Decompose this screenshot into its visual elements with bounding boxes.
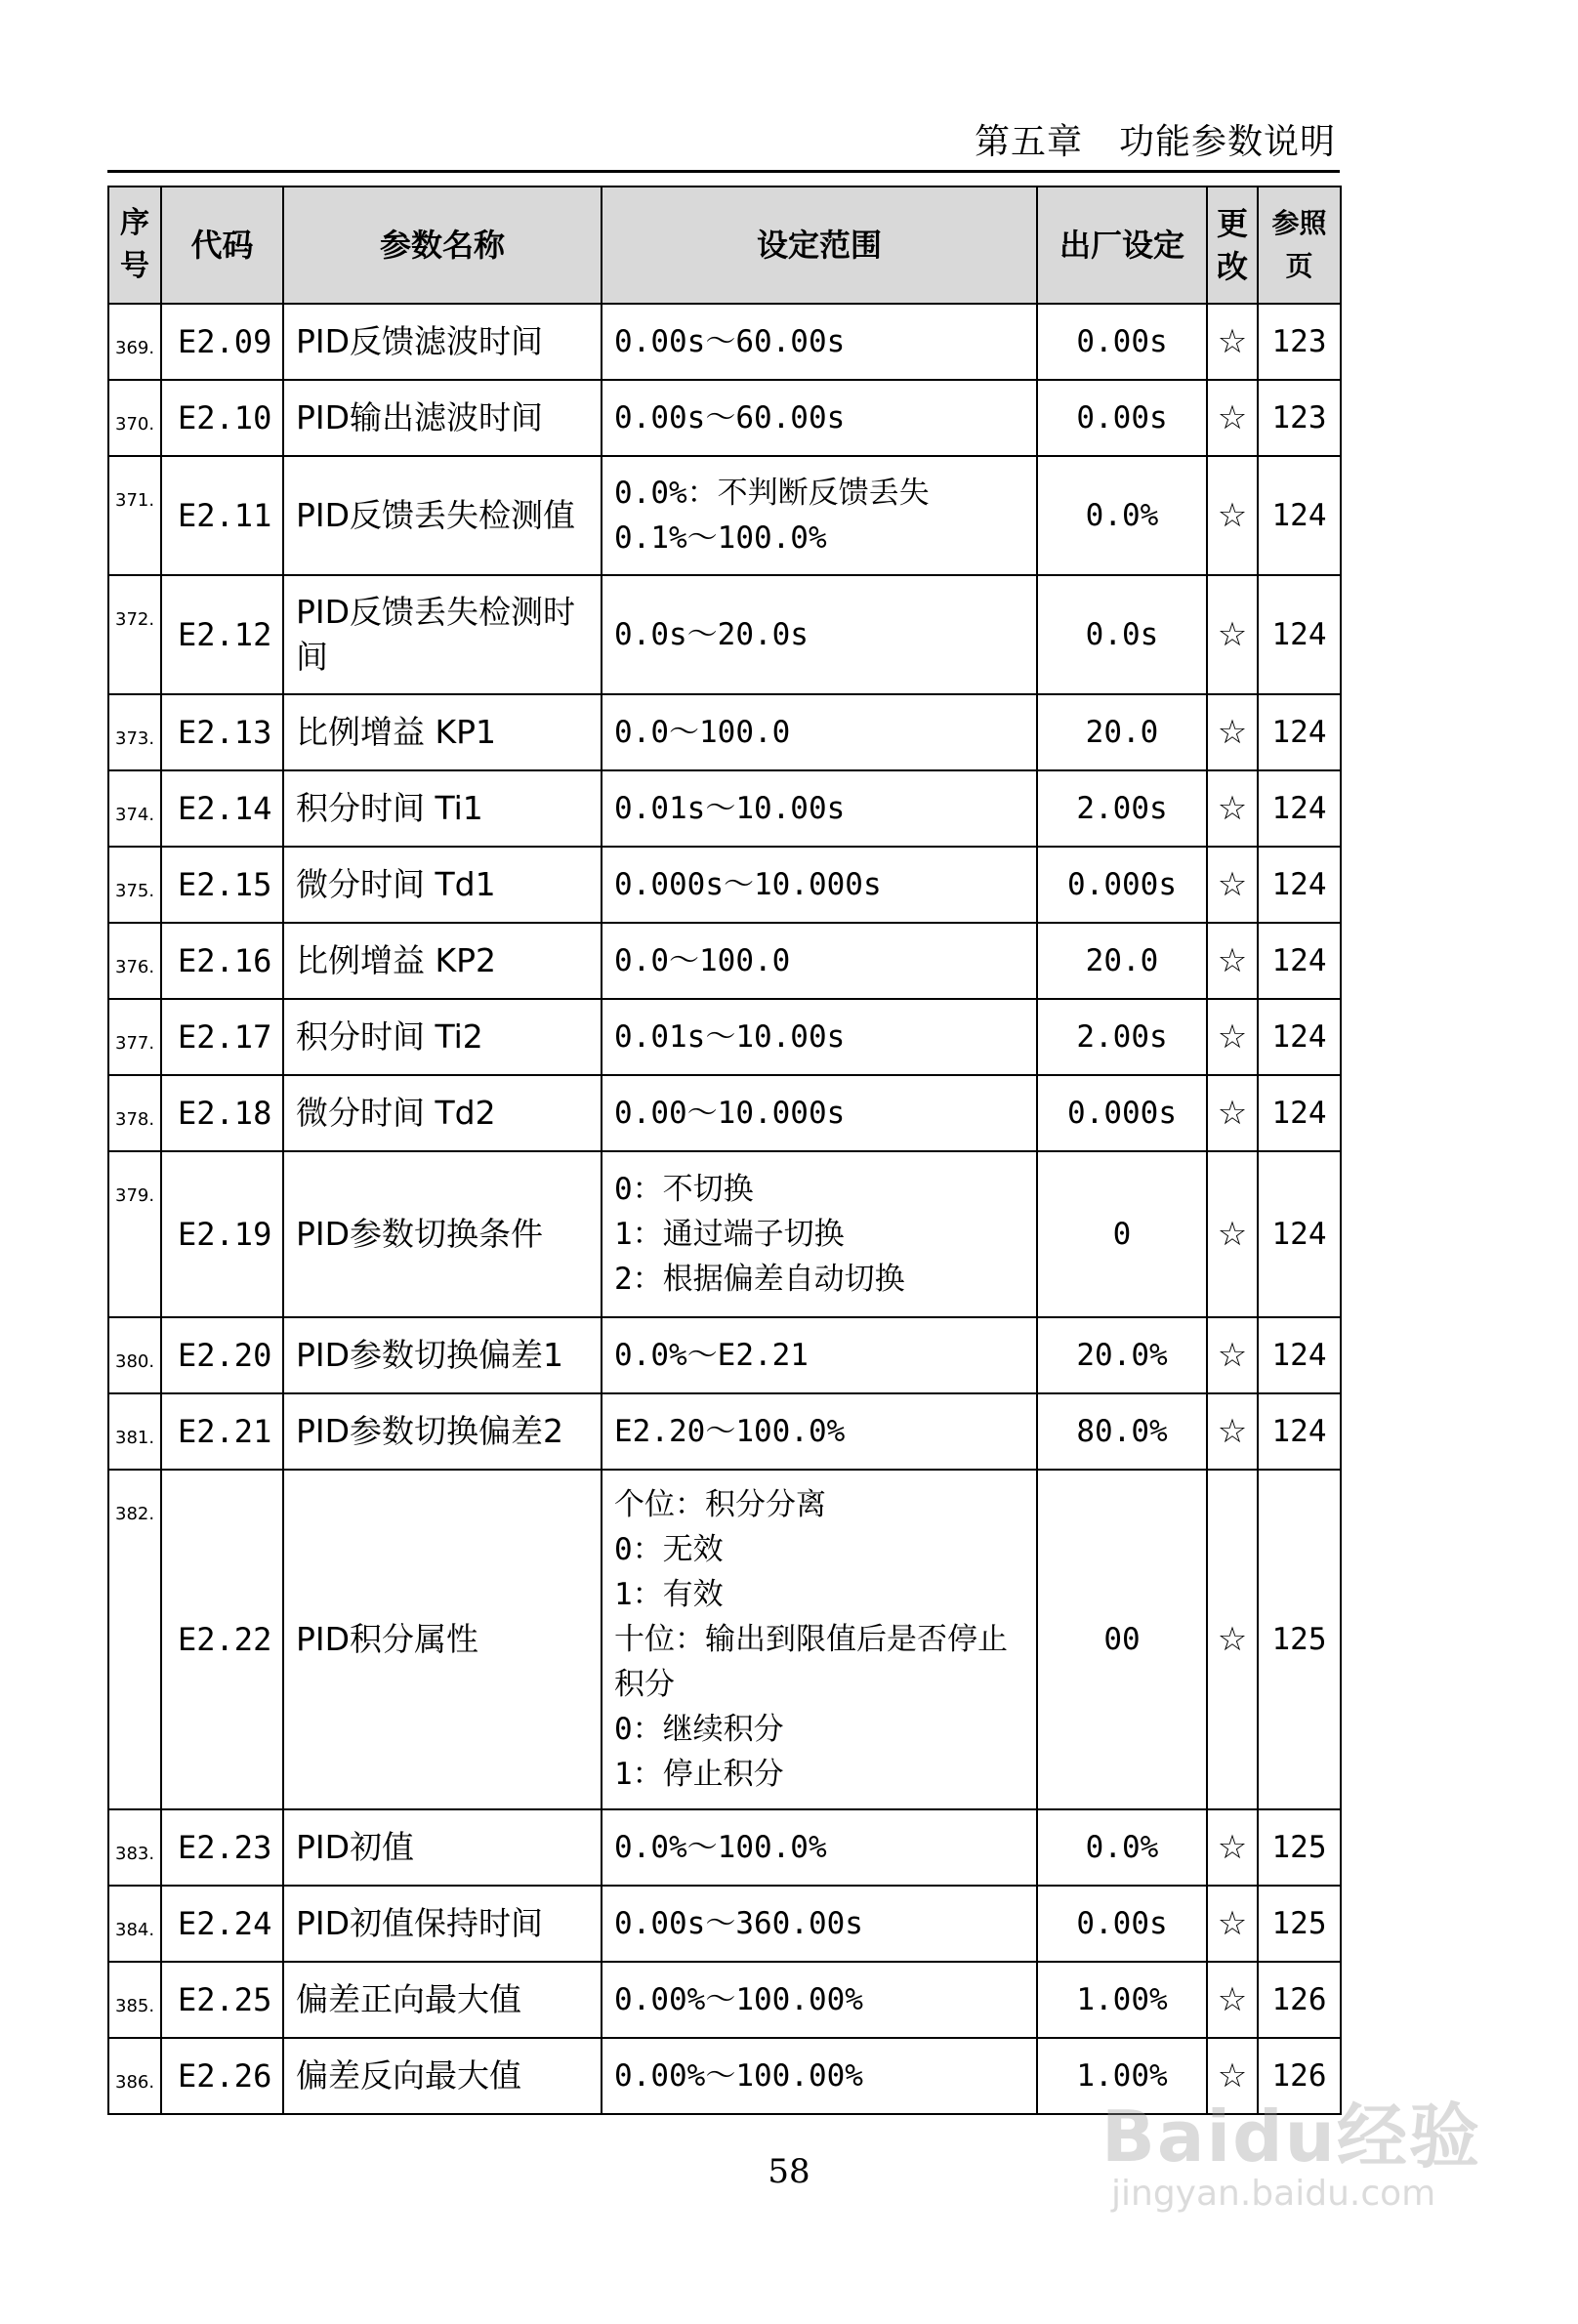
row-range [602,694,1037,770]
row-code: E2.13 [161,694,283,770]
table-row [108,575,1341,694]
row-change-star-icon: ☆ [1207,304,1258,380]
table-row [108,304,1341,380]
row-change-star-icon: ☆ [1207,847,1258,923]
row-default: 00 [1037,1470,1207,1809]
header-default: 出厂设定 [1037,187,1207,304]
row-change-star-icon: ☆ [1207,1317,1258,1393]
row-default: 80.0% [1037,1393,1207,1470]
row-name: 积分时间 Ti1 [283,770,602,847]
row-name: 比例增益 KP1 [283,694,602,770]
row-range [602,1151,1037,1317]
row-name: PID输出滤波时间 [283,380,602,456]
row-range [602,1809,1037,1886]
range-line: 0.01s～10.00s [614,791,846,826]
row-name: 积分时间 Ti2 [283,999,602,1075]
row-number: 374. [108,770,161,847]
row-range [602,304,1037,380]
row-change-star-icon: ☆ [1207,1886,1258,1962]
row-default: 20.0 [1037,694,1207,770]
row-reference-page: 125 [1258,1470,1341,1809]
table-row [108,1151,1341,1317]
row-default: 2.00s [1037,770,1207,847]
row-name: 偏差反向最大值 [283,2038,602,2114]
row-range [602,2038,1037,2114]
range-line: 1：通过端子切换 [614,1217,845,1252]
row-code: E2.22 [161,1470,283,1809]
row-change-star-icon: ☆ [1207,1809,1258,1886]
row-number: 380. [108,1317,161,1393]
row-default: 20.0 [1037,923,1207,999]
row-name: PID初值保持时间 [283,1886,602,1962]
row-change-star-icon: ☆ [1207,1151,1258,1317]
page-header [107,115,1340,173]
table-row [108,923,1341,999]
table-row [108,1470,1341,1809]
row-range [602,847,1037,923]
table-row [108,770,1341,847]
range-line: 0.01s～10.00s [614,1019,846,1055]
row-default: 0.0s [1037,575,1207,694]
range-line: 0.0%～100.0% [614,1830,827,1865]
row-default: 20.0% [1037,1317,1207,1393]
row-name: PID反馈滤波时间 [283,304,602,380]
row-default: 0.000s [1037,847,1207,923]
row-name: PID积分属性 [283,1470,602,1809]
row-number: 371. [108,456,161,575]
row-default: 0.00s [1037,1886,1207,1962]
table-row [108,694,1341,770]
header-change: 更改 [1207,187,1258,304]
table-row [108,456,1341,575]
row-number: 383. [108,1809,161,1886]
header-no: 序号 [108,187,161,304]
range-line: 0.000s～10.000s [614,867,882,902]
row-name: PID反馈丢失检测时间 [283,575,602,694]
row-name: PID参数切换条件 [283,1151,602,1317]
table-row [108,1393,1341,1470]
row-change-star-icon: ☆ [1207,456,1258,575]
row-name: PID反馈丢失检测值 [283,456,602,575]
header-code: 代码 [161,187,283,304]
table-row [108,847,1341,923]
table-row [108,1809,1341,1886]
table-row [108,1962,1341,2038]
row-code: E2.16 [161,923,283,999]
row-name: PID参数切换偏差1 [283,1317,602,1393]
range-line: 1：停止积分 [614,1757,784,1792]
range-line: 0.00～10.000s [614,1096,846,1131]
table-body [108,304,1341,2114]
row-range [602,380,1037,456]
row-code: E2.09 [161,304,283,380]
row-change-star-icon: ☆ [1207,770,1258,847]
row-number: 377. [108,999,161,1075]
row-number: 369. [108,304,161,380]
row-number: 381. [108,1393,161,1470]
row-number: 373. [108,694,161,770]
row-name: 微分时间 Td2 [283,1075,602,1151]
row-name: 偏差正向最大值 [283,1962,602,2038]
row-reference-page: 124 [1258,1393,1341,1470]
row-code: E2.18 [161,1075,283,1151]
row-change-star-icon: ☆ [1207,1962,1258,2038]
chapter-title: 第五章 功能参数说明 [974,122,1336,162]
row-reference-page: 124 [1258,999,1341,1075]
row-code: E2.24 [161,1886,283,1962]
row-number: 376. [108,923,161,999]
row-code: E2.21 [161,1393,283,1470]
row-code: E2.20 [161,1317,283,1393]
row-code: E2.14 [161,770,283,847]
table-row [108,380,1341,456]
row-code: E2.23 [161,1809,283,1886]
range-line: 0.0s～20.0s [614,617,809,652]
row-range [602,1470,1037,1809]
row-name: 比例增益 KP2 [283,923,602,999]
row-default: 0 [1037,1151,1207,1317]
row-default: 0.00s [1037,304,1207,380]
row-code: E2.25 [161,1962,283,2038]
watermark-url: jingyan.baidu.com [1111,2174,1436,2214]
row-change-star-icon: ☆ [1207,575,1258,694]
table-row [108,1317,1341,1393]
range-line: 0.1%～100.0% [614,520,827,556]
row-reference-page: 123 [1258,380,1341,456]
row-code: E2.15 [161,847,283,923]
watermark-logo: Baidu经验 [1101,2096,1481,2178]
row-change-star-icon: ☆ [1207,923,1258,999]
row-change-star-icon: ☆ [1207,1393,1258,1470]
range-line: 2：根据偏差自动切换 [614,1262,905,1297]
range-line: 十位：输出到限值后是否停止积分 [614,1622,1008,1702]
row-default: 0.0% [1037,1809,1207,1886]
table-row [108,1075,1341,1151]
row-change-star-icon: ☆ [1207,1470,1258,1809]
range-line: 1：有效 [614,1577,724,1612]
row-reference-page: 124 [1258,770,1341,847]
row-range [602,1886,1037,1962]
row-reference-page: 124 [1258,1151,1341,1317]
row-reference-page: 124 [1258,575,1341,694]
row-reference-page: 126 [1258,1962,1341,2038]
table-row [108,1886,1341,1962]
row-code: E2.12 [161,575,283,694]
row-code: E2.11 [161,456,283,575]
watermark [1101,2080,1492,2226]
row-number: 378. [108,1075,161,1151]
row-range [602,1075,1037,1151]
row-number: 384. [108,1886,161,1962]
row-code: E2.19 [161,1151,283,1317]
range-line: 0.0%～E2.21 [614,1338,809,1373]
row-number: 372. [108,575,161,694]
table-row [108,999,1341,1075]
row-name: PID初值 [283,1809,602,1886]
range-line: 0：不切换 [614,1172,754,1207]
row-reference-page: 124 [1258,1075,1341,1151]
row-range [602,1393,1037,1470]
row-reference-page: 125 [1258,1886,1341,1962]
row-change-star-icon: ☆ [1207,694,1258,770]
row-change-star-icon: ☆ [1207,999,1258,1075]
row-number: 386. [108,2038,161,2114]
row-range [602,923,1037,999]
parameter-table [107,186,1342,2115]
range-line: 0.0%：不判断反馈丢失 [614,476,930,511]
row-reference-page: 124 [1258,1317,1341,1393]
row-change-star-icon: ☆ [1207,2038,1258,2114]
range-line: E2.20～100.0% [614,1414,846,1449]
range-line: 个位：积分分离 [614,1487,826,1522]
header-range: 设定范围 [602,187,1037,304]
row-default: 1.00% [1037,1962,1207,2038]
row-default: 1.00% [1037,2038,1207,2114]
row-range [602,456,1037,575]
page-number: 58 [768,2152,810,2191]
row-default: 2.00s [1037,999,1207,1075]
row-code: E2.10 [161,380,283,456]
range-line: 0.0～100.0 [614,715,791,750]
row-range [602,770,1037,847]
row-name: 微分时间 Td1 [283,847,602,923]
row-reference-page: 124 [1258,847,1341,923]
row-change-star-icon: ☆ [1207,380,1258,456]
row-change-star-icon: ☆ [1207,1075,1258,1151]
row-number: 370. [108,380,161,456]
range-line: 0.00s～60.00s [614,400,846,436]
range-line: 0.00%～100.00% [614,2058,863,2094]
row-range [602,575,1037,694]
range-line: 0：无效 [614,1532,724,1567]
row-code: E2.26 [161,2038,283,2114]
row-reference-page: 124 [1258,456,1341,575]
row-default: 0.000s [1037,1075,1207,1151]
row-number: 382. [108,1470,161,1809]
row-reference-page: 124 [1258,694,1341,770]
range-line: 0.00s～60.00s [614,324,846,359]
row-range [602,1317,1037,1393]
row-number: 375. [108,847,161,923]
row-default: 0.0% [1037,456,1207,575]
row-reference-page: 126 [1258,2038,1341,2114]
table-header-row [108,187,1341,304]
header-page: 参照页 [1258,187,1341,304]
row-reference-page: 124 [1258,923,1341,999]
row-number: 379. [108,1151,161,1317]
range-line: 0.00s～360.00s [614,1906,863,1941]
row-range [602,1962,1037,2038]
row-code: E2.17 [161,999,283,1075]
row-number: 385. [108,1962,161,2038]
row-range [602,999,1037,1075]
row-reference-page: 123 [1258,304,1341,380]
row-default: 0.00s [1037,380,1207,456]
row-name: PID参数切换偏差2 [283,1393,602,1470]
range-line: 0.00%～100.00% [614,1982,863,2017]
range-line: 0.0～100.0 [614,943,791,978]
row-reference-page: 125 [1258,1809,1341,1886]
header-name: 参数名称 [283,187,602,304]
range-line: 0：继续积分 [614,1712,784,1747]
